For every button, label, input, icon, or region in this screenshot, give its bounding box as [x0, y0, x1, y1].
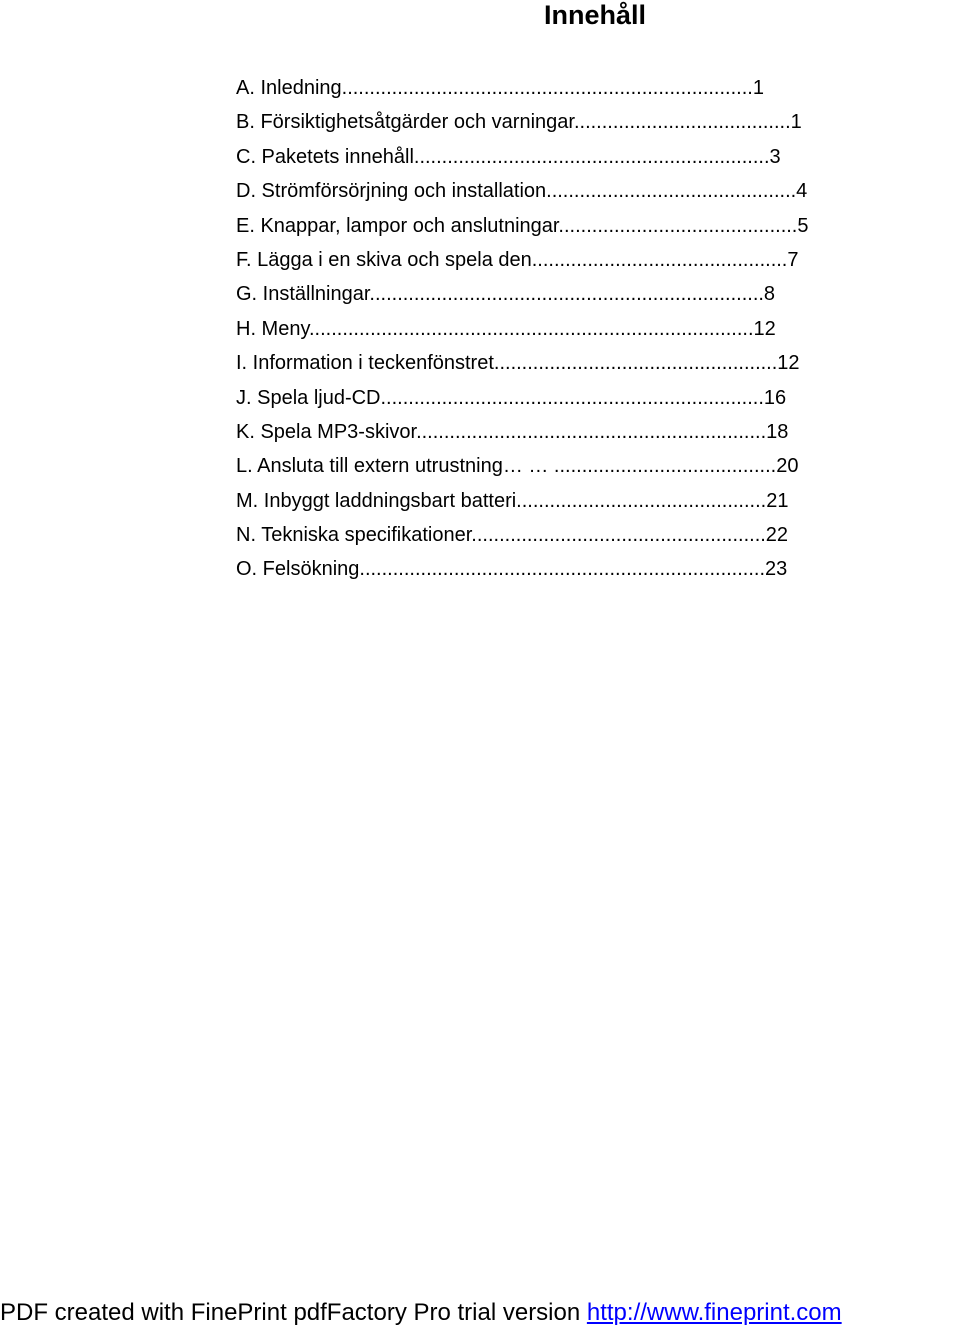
- toc-entry-o[interactable]: O. Felsökning.........................................................................23: [236, 558, 788, 581]
- toc-entry-g[interactable]: G. Inställningar.......................................................................8: [236, 283, 776, 306]
- page-title: Innehåll: [543, 0, 646, 30]
- toc-entry-b[interactable]: B. Försiktighetsåtgärder och varningar.......................................1: [236, 111, 802, 134]
- toc-entry-d[interactable]: D. Strömförsörjning och installation.............................................4: [236, 180, 808, 203]
- toc-entry-f[interactable]: F. Lägga i en skiva och spela den..............................................7: [236, 248, 799, 271]
- toc-entry-i[interactable]: I. Information i teckenfönstret...................................................12: [236, 352, 800, 375]
- toc-entry-j[interactable]: J. Spela ljud-CD.....................................................................16: [236, 386, 787, 409]
- toc-entry-a[interactable]: A. Inledning..........................................................................1: [236, 77, 764, 99]
- toc-entry-h[interactable]: H. Meny................................................................................12: [236, 317, 776, 340]
- toc-entry-c[interactable]: C. Paketets innehåll................................................................3: [236, 145, 781, 168]
- pdf-footer: [0, 1297, 842, 1329]
- toc-entry-k[interactable]: K. Spela MP3-skivor...............................................................18: [236, 420, 789, 443]
- toc-entry-n[interactable]: N. Tekniska specifikationer.....................................................22: [236, 524, 789, 547]
- toc-entry-l[interactable]: L. Ansluta till extern utrustning… … ........................................20: [236, 455, 799, 478]
- footer-text: PDF created with FinePrint pdfFactory Pro trial version: [0, 1299, 587, 1326]
- toc-entry-e[interactable]: E. Knappar, lampor och anslutningar...........................................5: [236, 214, 809, 237]
- table-of-contents: [236, 71, 960, 587]
- toc-entry-m[interactable]: M. Inbyggt laddningsbart batteri.............................................21: [236, 489, 789, 512]
- fineprint-link[interactable]: http://www.fineprint.com: [586, 1299, 842, 1326]
